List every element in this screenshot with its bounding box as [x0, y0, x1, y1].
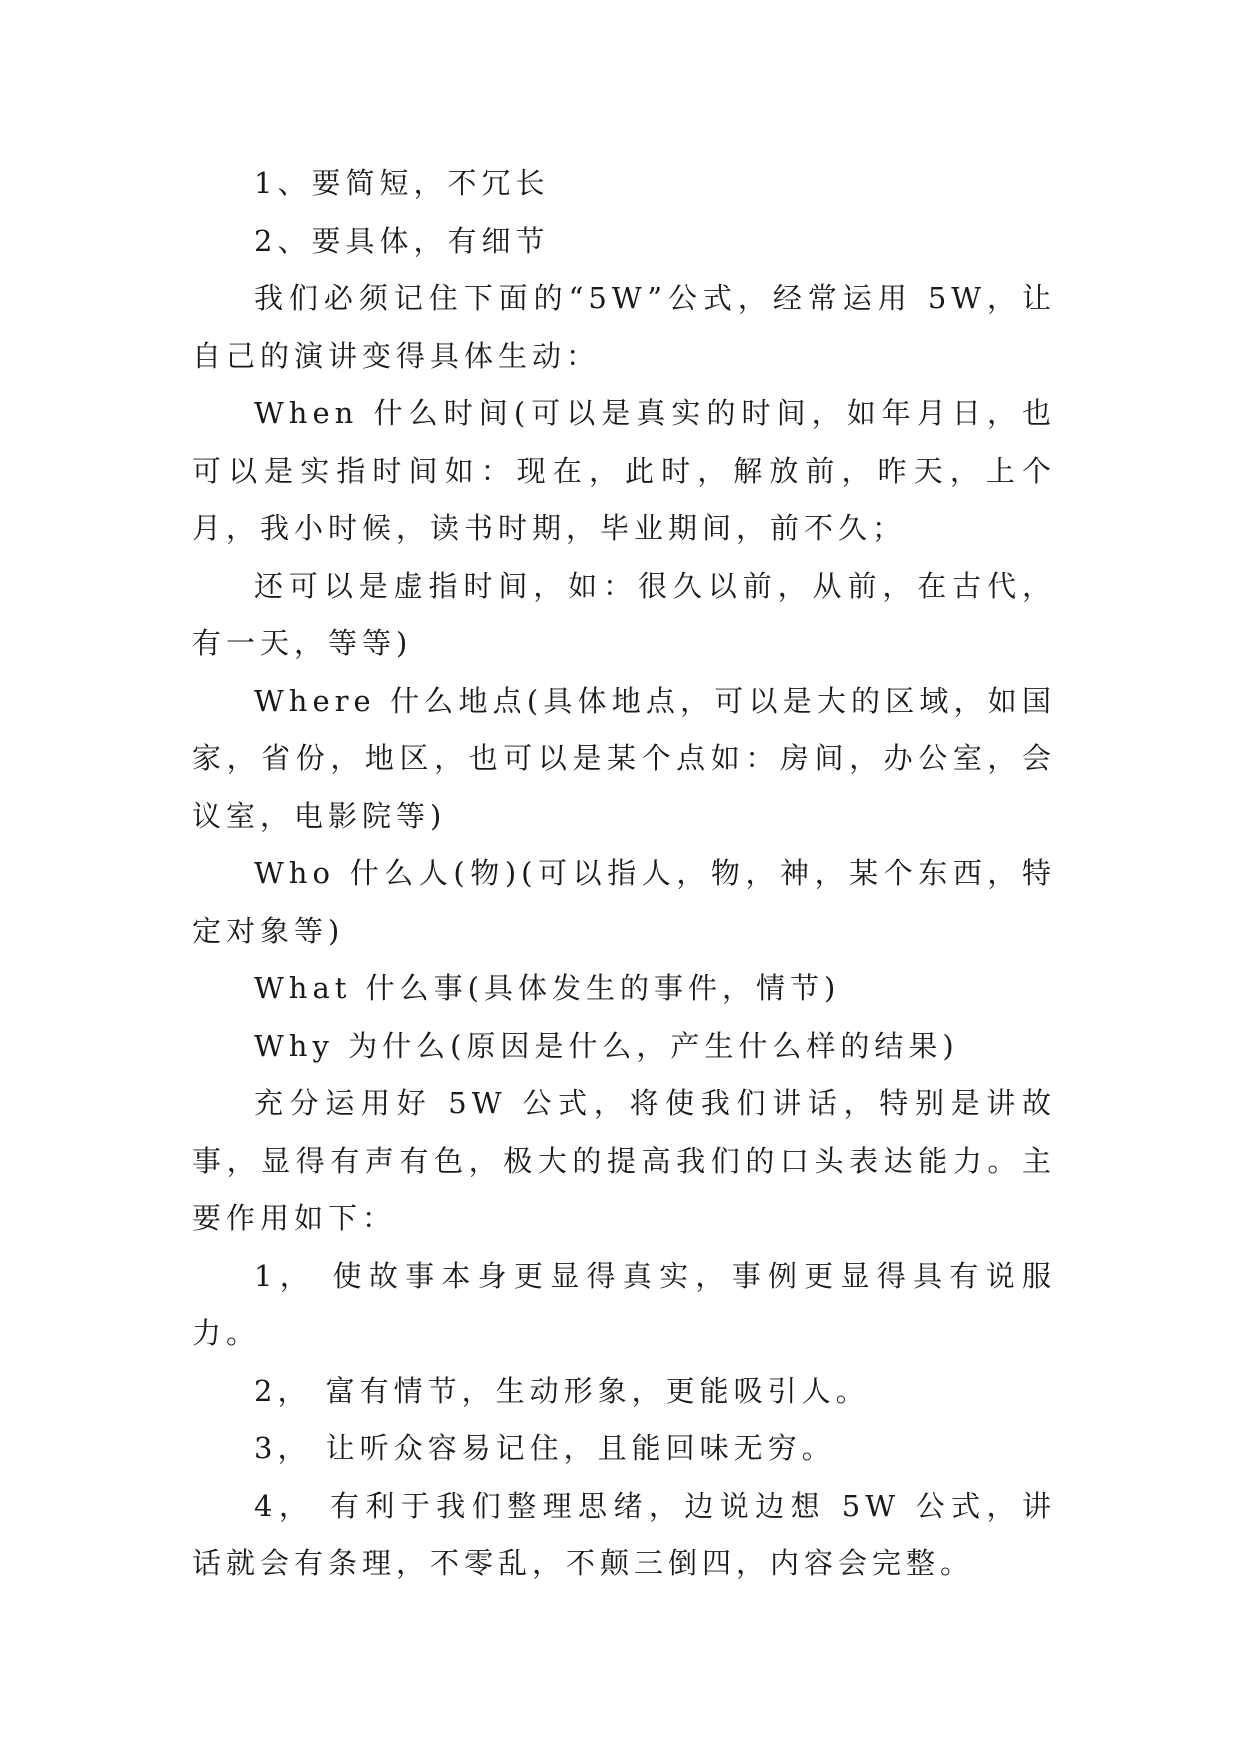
paragraph-when: When 什么时间(可以是真实的时间，如年月日，也可以是实指时间如：现在，此时，解放前，昨天，上个月，我小时候，读书时期，毕业期间，前不久； [192, 396, 1056, 545]
list-item-benefit-2: 2， 富有情节，生动形象，更能吸引人。 [254, 1373, 870, 1408]
paragraph-when-virtual: 还可以是虚指时间，如：很久以前，从前，在古代，有一天，等等) [192, 568, 1056, 660]
paragraph-who: Who 什么人(物)(可以指人，物，神，某个东西，特定对象等) [192, 856, 1056, 948]
paragraph-what: What 什么事(具体发生的事件，情节) [254, 971, 841, 1005]
list-item-specificity: 2、要具体，有细节 [254, 223, 550, 258]
paragraph-why: Why 为什么(原因是什么，产生什么样的结果) [254, 1028, 959, 1063]
list-item-brevity: 1、要简短，不冗长 [254, 166, 550, 200]
list-item-benefit-1: 1， 使故事本身更显得真实，事例更显得具有说服力。 [192, 1258, 1056, 1350]
list-item-benefit-3: 3， 让听众容易记住，且能回味无穷。 [254, 1431, 836, 1465]
document-body [192, 155, 1056, 1593]
paragraph-where: Where 什么地点(具体地点，可以是大的区域，如国家，省份，地区，也可以是某个点如：房间，办公室，会议室，电影院等) [192, 683, 1056, 833]
list-item-benefit-4: 4， 有利于我们整理思绪，边说边想 5W 公式，讲话就会有条理，不零乱，不颠三倒四，内容会完整。 [192, 1488, 1056, 1580]
paragraph-5w-usage: 充分运用好 5W 公式，将使我们讲话，特别是讲故事，显得有声有色，极大的提高我们的口头表达能力。主要作用如下： [192, 1086, 1056, 1235]
paragraph-5w-intro: 我们必须记住下面的“5W”公式，经常运用 5W，让自己的演讲变得具体生动： [192, 281, 1056, 373]
